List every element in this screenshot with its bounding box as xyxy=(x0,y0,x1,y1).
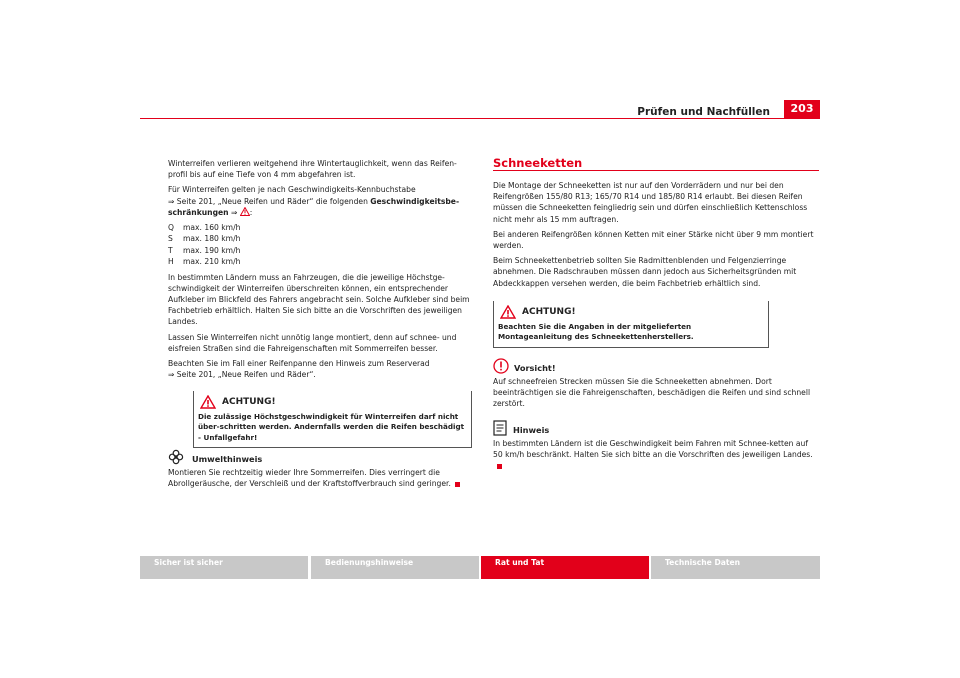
caution-note xyxy=(493,358,819,414)
warning-text: Beachten Sie die Angaben in der mitgelieferten Montageanleitung des Schneekettenherstellers. xyxy=(498,322,694,342)
environment-note-header: Umwelthinweis xyxy=(168,449,473,465)
warning-triangle-icon xyxy=(240,207,250,216)
warning-box xyxy=(493,301,769,348)
bold-term: Geschwindigkeitsbe-schränkungen xyxy=(168,196,460,217)
note-icon xyxy=(493,420,507,436)
paragraph-summer-tyres: Lassen Sie Winterreifen nicht unnötig lange montiert, denn auf schnee- und eisfreien Straßen sind die Fahreigenschaften mit Sommerreifen besser. xyxy=(168,332,457,353)
caution-note-header: Vorsicht! xyxy=(493,358,819,374)
info-note xyxy=(493,420,819,476)
footer-tab-advice[interactable]: Rat und Tat xyxy=(481,556,649,579)
section-divider xyxy=(493,170,819,171)
speed-item: Q max. 160 km/h xyxy=(168,223,241,233)
warning-box xyxy=(193,391,472,448)
section-title: Schneeketten xyxy=(493,156,583,170)
page-header-title: Prüfen und Nachfüllen xyxy=(637,106,770,118)
speed-item: H max. 210 km/h xyxy=(168,257,241,267)
cross-reference-link[interactable]: ⇒ Seite 201, „Neue Reifen und Räder“ die folgenden xyxy=(168,196,371,206)
warning-header: ACHTUNG! xyxy=(194,391,471,411)
end-marker-icon xyxy=(455,482,460,487)
speed-item: S max. 180 km/h xyxy=(168,234,241,244)
footer-tab-operation[interactable]: Bedienungshinweise xyxy=(311,556,479,579)
caution-text: Auf schneefreien Strecken müssen Sie die Schneeketten abnehmen. Dort beeinträchtigen sie die Fahreigenschaften, beschädigen die Reifen und sind schnell zerstört. xyxy=(493,377,811,409)
warning-header: ACHTUNG! xyxy=(494,301,768,321)
environment-note-text: Montieren Sie rechtzeitig wieder Ihre Sommerreifen. Dies verringert die Abrollgeräusche, der Verschleiß und der Kraftstoffverbrauch sind geringer. xyxy=(168,467,473,489)
warning-triangle-icon xyxy=(500,305,516,319)
paragraph-hubcaps: Beim Schneekettenbetrieb sollten Sie Radmittenblenden und Felgenzierringe abnehmen. Die Radschrauben müssen dann jedoch aus Sicherheitsgründen mit Abdeckkappen versehen werden, die beim Fachbetrieb erhältlich sind. xyxy=(493,256,797,288)
speed-item: T max. 190 km/h xyxy=(168,245,241,255)
right-column xyxy=(493,180,819,293)
end-marker-icon xyxy=(497,464,502,469)
header-divider xyxy=(140,118,820,119)
exclamation-circle-icon xyxy=(493,358,509,374)
cross-reference-link[interactable]: ⇒ Seite 201, „Neue Reifen und Räder“. xyxy=(168,370,316,380)
paragraph-spare-wheel: Beachten Sie im Fall einer Reifenpanne den Hinweis zum Reserverad ⇒ Seite 201, „Neue Reifen und Räder“. xyxy=(168,359,430,380)
info-note-header: Hinweis xyxy=(493,420,819,436)
paragraph-mounting: Die Montage der Schneeketten ist nur auf den Vorderrädern und nur bei den Reifengrößen 155/80 R13; 165/70 R14 und 185/80 R14 erlaubt. Bei diesen Reifen müssen die Schneeketten feingliedrig sein und dürfen einschließlich Kettenschloss nicht mehr als 15 mm auftragen. xyxy=(493,181,808,224)
warning-triangle-icon xyxy=(200,395,216,409)
info-note-text: In bestimmten Ländern ist die Geschwindigkeit beim Fahren mit Schnee-ketten auf 50 km/h beschränkt. Halten Sie sich bitte an die Vorschriften des jeweiligen Landes. xyxy=(493,438,819,472)
flower-icon xyxy=(168,449,184,465)
footer-tab-technical[interactable]: Technische Daten xyxy=(651,556,820,579)
warning-text: Die zulässige Höchstgeschwindigkeit für Winterreifen darf nicht über-schritten werden. Andernfalls werden die Reifen beschädigt - Unfallgefahr! xyxy=(198,412,465,442)
left-column xyxy=(168,158,473,384)
paragraph-other-sizes: Bei anderen Reifengrößen können Ketten mit einer Stärke nicht über 9 mm montiert werden. xyxy=(493,229,814,251)
paragraph-sticker: In bestimmten Ländern muss an Fahrzeugen, die die jeweilige Höchstge-schwindigkeit der Winterreifen überschreiten können, ein entsprechender Aufkleber im Blickfeld des Fahrers angebracht sein. Solche Aufkleber sind beim Fachbetrieb erhältlich. Halten Sie sich bitte an die Vorschriften des jeweiligen Landes. xyxy=(168,272,470,327)
footer-tab-safety[interactable]: Sicher ist sicher xyxy=(140,556,308,579)
paragraph-tread-depth: Winterreifen verlieren weitgehend ihre Wintertauglichkeit, wenn das Reifen-profil bis auf eine Tiefe von 4 mm abgefahren ist. xyxy=(168,159,457,180)
page-number: 203 xyxy=(784,100,820,118)
environment-note xyxy=(168,449,473,493)
paragraph-speed-limits: Für Winterreifen gelten je nach Geschwindigkeits-Kennbuchstabe ⇒ Seite 201, „Neue Reifen und Räder“ die folgenden Geschwindigkeitsbe-schränkungen ⇒ : xyxy=(168,185,460,217)
speed-list xyxy=(168,222,473,268)
